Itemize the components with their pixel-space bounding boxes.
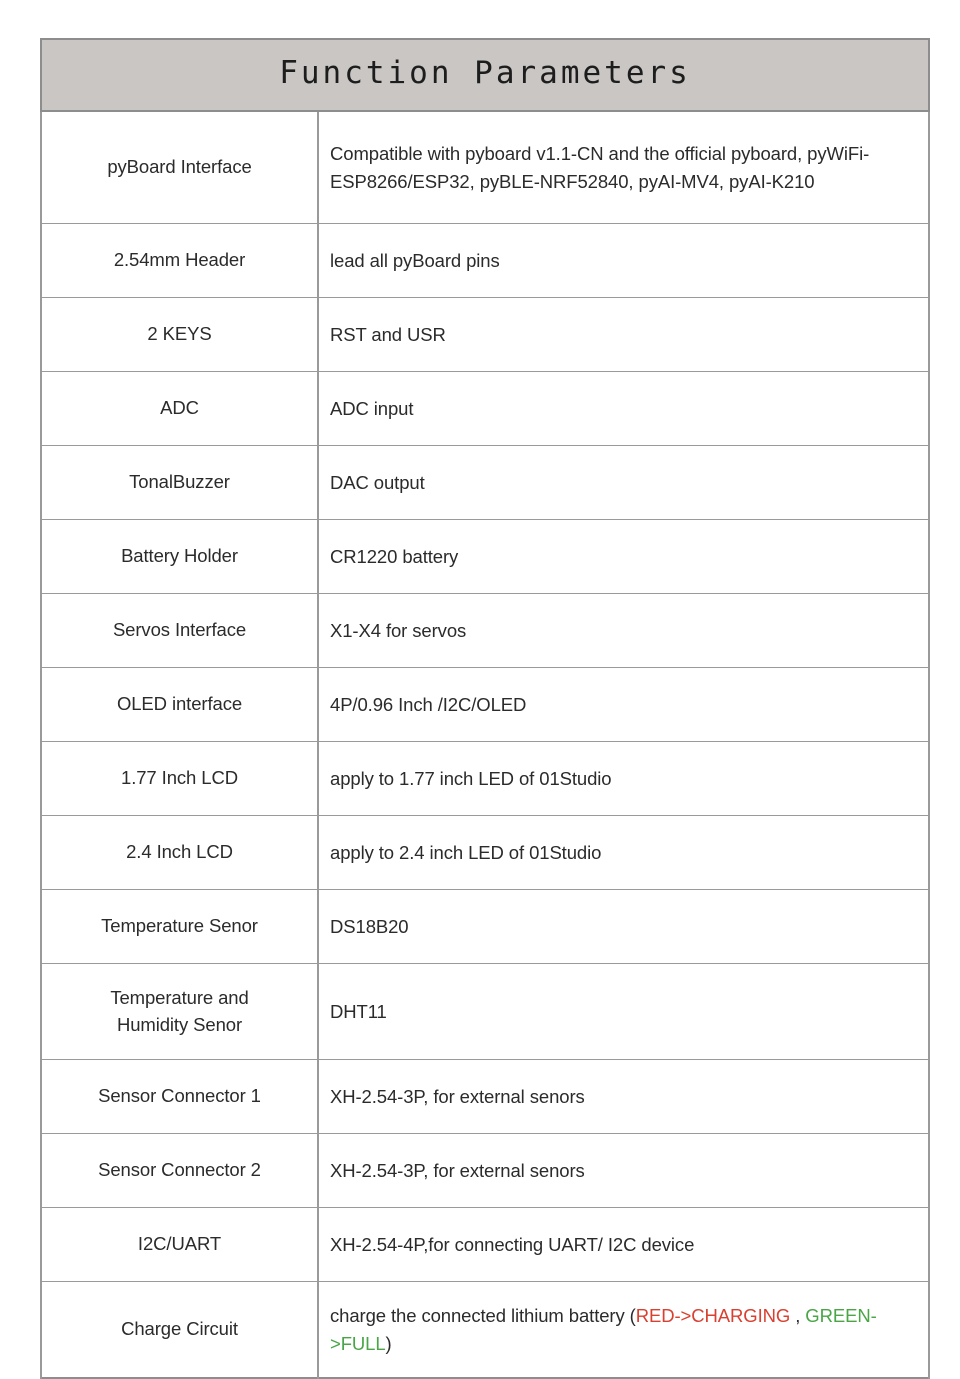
param-description: X1-X4 for servos	[318, 594, 929, 668]
table-row	[41, 298, 929, 372]
charge-desc-tail: )	[385, 1332, 392, 1354]
table-row	[41, 520, 929, 594]
table-title-row	[41, 39, 929, 111]
param-description: DHT11	[318, 964, 929, 1060]
table-row	[41, 224, 929, 298]
function-parameters-table-container	[40, 38, 928, 1379]
table-row	[41, 1060, 929, 1134]
table-row	[41, 1208, 929, 1282]
page-title: Function Parameters	[279, 55, 691, 91]
param-label: 2.4 Inch LCD	[41, 816, 318, 890]
param-label	[41, 964, 318, 1060]
param-description: CR1220 battery	[318, 520, 929, 594]
param-label: ADC	[41, 372, 318, 446]
param-description: apply to 2.4 inch LED of 01Studio	[318, 816, 929, 890]
param-label: Servos Interface	[41, 594, 318, 668]
param-label: Charge Circuit	[41, 1282, 318, 1379]
param-description: apply to 1.77 inch LED of 01Studio	[318, 742, 929, 816]
param-label: TonalBuzzer	[41, 446, 318, 520]
param-description: DAC output	[318, 446, 929, 520]
param-label: I2C/UART	[41, 1208, 318, 1282]
param-label: 2 KEYS	[41, 298, 318, 372]
table-row	[41, 1134, 929, 1208]
param-description: Compatible with pyboard v1.1-CN and the official pyboard, pyWiFi-ESP8266/ESP32, pyBLE-NRF52840, pyAI-MV4, pyAI-K210	[318, 111, 929, 224]
param-description: lead all pyBoard pins	[318, 224, 929, 298]
table-row	[41, 964, 929, 1060]
table-title-cell	[41, 39, 929, 111]
param-description: XH-2.54-3P, for external senors	[318, 1134, 929, 1208]
param-description-charge	[318, 1282, 929, 1379]
param-label: Sensor Connector 2	[41, 1134, 318, 1208]
param-label: 1.77 Inch LCD	[41, 742, 318, 816]
table-row	[41, 890, 929, 964]
param-label-line-2: Humidity Senor	[116, 1013, 243, 1035]
table-row	[41, 446, 929, 520]
param-label: 2.54mm Header	[41, 224, 318, 298]
table-row	[41, 668, 929, 742]
param-label: OLED interface	[41, 668, 318, 742]
function-parameters-table	[40, 38, 930, 1379]
table-row	[41, 372, 929, 446]
param-label: Temperature Senor	[41, 890, 318, 964]
param-description: RST and USR	[318, 298, 929, 372]
param-label: Sensor Connector 1	[41, 1060, 318, 1134]
table-row	[41, 816, 929, 890]
param-description: ADC input	[318, 372, 929, 446]
charge-status-red: RED->CHARGING	[635, 1305, 791, 1327]
param-description: XH-2.54-3P, for external senors	[318, 1060, 929, 1134]
table-row	[41, 742, 929, 816]
param-description: XH-2.54-4P,for connecting UART/ I2C device	[318, 1208, 929, 1282]
param-description: DS18B20	[318, 890, 929, 964]
param-label-line-1: Temperature and	[110, 987, 249, 1009]
param-label: pyBoard Interface	[41, 111, 318, 224]
param-description: 4P/0.96 Inch /I2C/OLED	[318, 668, 929, 742]
charge-status-green: GREEN->FULL	[330, 1305, 877, 1354]
charge-desc-separator: ,	[790, 1305, 806, 1327]
table-row	[41, 111, 929, 224]
charge-desc-lead: charge the connected lithium battery (	[330, 1305, 636, 1327]
table-row	[41, 594, 929, 668]
table-row	[41, 1282, 929, 1379]
param-label: Battery Holder	[41, 520, 318, 594]
